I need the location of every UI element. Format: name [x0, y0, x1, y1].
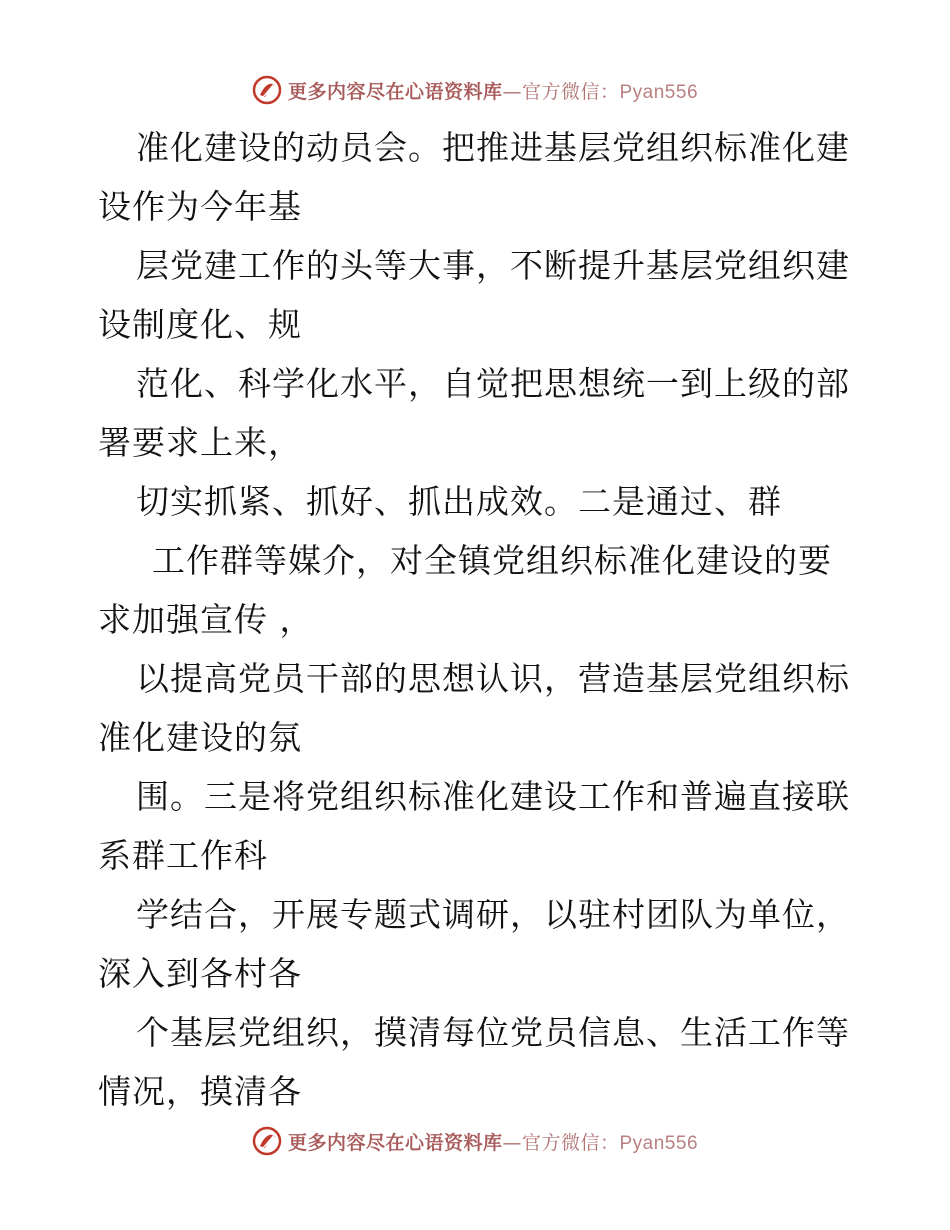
watermark-separator: —: [502, 1131, 522, 1154]
body-line: 署要求上来，: [98, 423, 302, 462]
body-line: 情况，摸清各: [98, 1072, 302, 1111]
watermark-account: Pyan556: [619, 1132, 699, 1154]
body-line: 准化建设的动员会。把推进基层党组织标准化建: [136, 128, 850, 167]
body-line: 范化、科学化水平，自觉把思想统一到上级的部: [136, 364, 850, 403]
body-line: 工作群等媒介，对全镇党组织标准化建设的要: [152, 541, 832, 580]
body-line: 系群工作科: [98, 836, 268, 875]
body-line: 层党建工作的头等大事，不断提升基层党组织建: [136, 246, 850, 285]
body-line: 围。三是将党组织标准化建设工作和普遍直接联: [136, 777, 850, 816]
body-line: 切实抓紧、抓好、抓出成效。二是通过、群: [136, 482, 782, 521]
watermark-brand: 更多内容尽在心语资料库: [287, 1131, 503, 1154]
body-line: 学结合，开展专题式调研，以驻村团队为单位，: [136, 895, 850, 934]
watermark-text: [288, 77, 698, 104]
body-line: 个基层党组织，摸清每位党员信息、生活工作等: [136, 1013, 850, 1052]
body-line: 求加强宣传 ，: [98, 600, 314, 639]
watermark-brand: 更多内容尽在心语资料库: [287, 80, 503, 103]
footer-watermark: [0, 1123, 950, 1159]
body-line: 设作为今年基: [98, 187, 302, 226]
header-watermark: [0, 72, 950, 108]
watermark-separator: —: [502, 80, 522, 103]
body-line: 以提高党员干部的思想认识，营造基层党组织标: [136, 659, 850, 698]
body-line: 准化建设的氛: [98, 718, 302, 757]
body-line: 深入到各村各: [98, 954, 302, 993]
watermark-account: Pyan556: [619, 81, 699, 103]
document-body: [98, 118, 878, 1121]
logo-icon: [252, 75, 282, 105]
watermark-text: [288, 1128, 698, 1155]
watermark-label: 官方微信：: [521, 80, 620, 103]
body-line: 设制度化、规: [98, 305, 302, 344]
logo-icon: [252, 1126, 282, 1156]
watermark-label: 官方微信：: [521, 1131, 620, 1154]
